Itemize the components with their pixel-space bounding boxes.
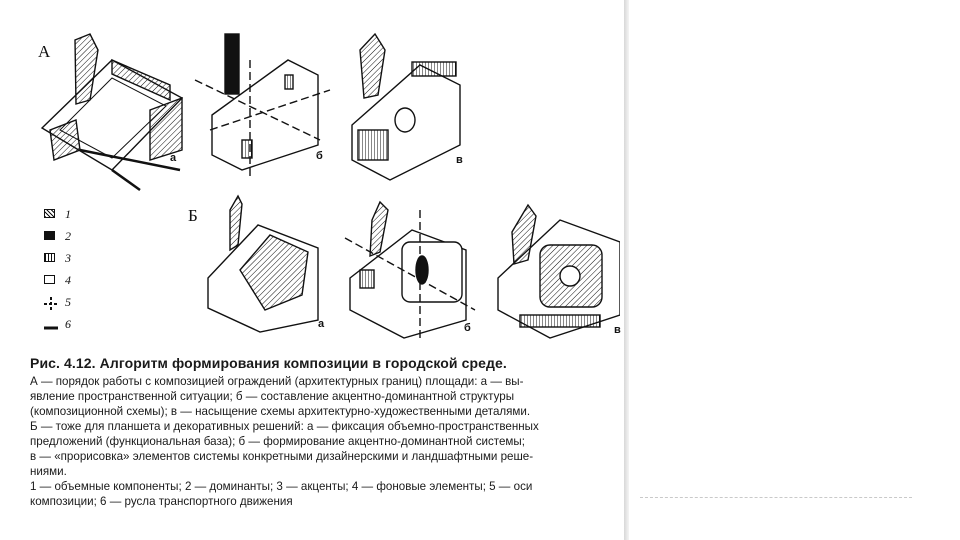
legend-item-4 xyxy=(44,272,104,288)
striped-square-icon xyxy=(44,253,55,262)
sketch-b-b xyxy=(345,202,475,340)
panel-label-b: Б xyxy=(188,206,198,225)
caption-line: композиции; 6 — русла транспортного движения xyxy=(30,495,293,508)
legend-item-2 xyxy=(44,228,104,244)
caption-title: Рис. 4.12. Алгоритм формирования композиции в городской среде. xyxy=(30,355,507,371)
panel-label-a: А xyxy=(38,42,51,61)
caption-line: в — «прорисовка» элементов системы конкретными дизайнерскими и ландшафтными реше- xyxy=(30,450,534,463)
legend-number: 1 xyxy=(65,207,71,221)
hatched-square-icon xyxy=(44,209,55,218)
architectural-sketches xyxy=(20,20,620,350)
caption-line: явление пространственной ситуации; б — составление акцентно-доминантной структуры xyxy=(30,390,515,403)
dashed-separator xyxy=(640,497,912,498)
caption-line: предложений (функциональная база); б — формирование акцентно-доминантной системы; xyxy=(30,435,525,448)
legend-number: 2 xyxy=(65,229,71,243)
sketch-b-a xyxy=(208,196,318,332)
legend-item-5 xyxy=(44,294,104,310)
sub-label-b-a: а xyxy=(318,318,325,330)
sub-label-a-a: а xyxy=(170,152,177,164)
sketch-a-b xyxy=(195,34,330,180)
legend-number: 3 xyxy=(65,251,71,265)
sketch-a-a xyxy=(42,34,182,190)
legend-number: 4 xyxy=(65,273,71,287)
caption-line: А — порядок работы с композицией ограждений (архитектурных границ) площади: а — вы- xyxy=(30,375,524,388)
sub-label-a-b: б xyxy=(316,150,323,162)
solid-square-icon xyxy=(44,231,55,240)
legend-item-1 xyxy=(44,206,104,222)
axis-cross-icon xyxy=(44,297,55,306)
empty-square-icon xyxy=(44,275,55,284)
sub-label-b-v: в xyxy=(614,324,621,336)
legend-number: 6 xyxy=(65,317,71,331)
figure-caption xyxy=(30,355,626,509)
sketch-b-v xyxy=(498,205,620,338)
sub-label-b-b: б xyxy=(464,322,471,334)
caption-line: ниями. xyxy=(30,465,67,478)
legend-number: 5 xyxy=(65,295,71,309)
sketch-a-v xyxy=(352,34,460,180)
caption-line: (композиционной схемы); в — насыщение схемы архитектурно-художественными деталями. xyxy=(30,405,531,418)
legend-item-6 xyxy=(44,316,104,332)
sub-label-a-v: в xyxy=(456,154,463,166)
thick-dash-icon xyxy=(44,319,55,328)
caption-line: 1 — объемные компоненты; 2 — доминанты; 3 — акценты; 4 — фоновые элементы; 5 — оси xyxy=(30,480,533,493)
legend-item-3 xyxy=(44,250,104,266)
caption-line: Б — тоже для планшета и декоративных решений: а — фиксация объемно-пространственных xyxy=(30,420,539,433)
